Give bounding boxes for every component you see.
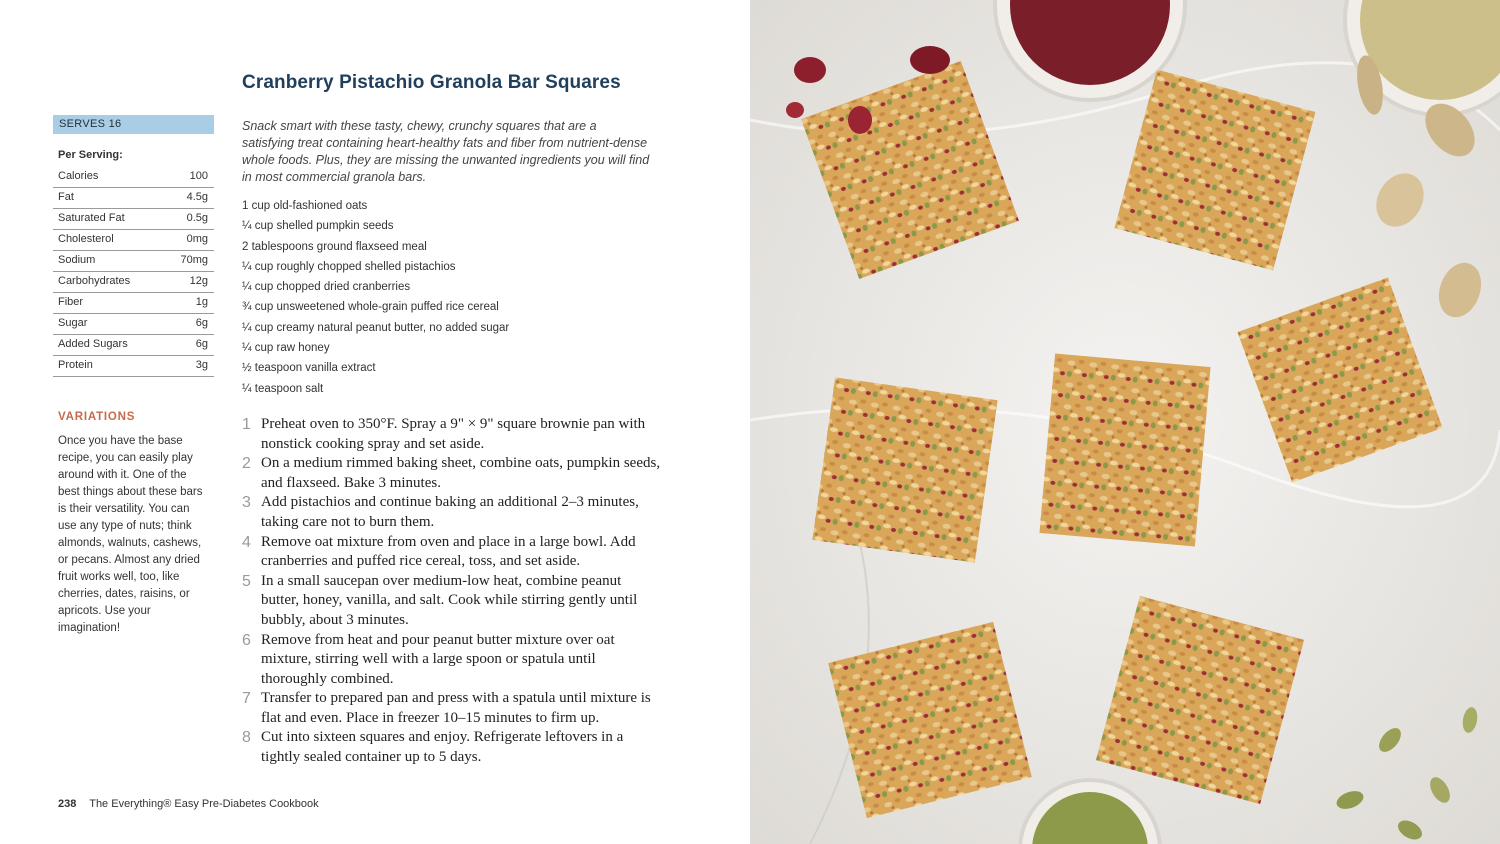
- nutrition-label: Calories: [58, 170, 99, 182]
- instruction-step: [242, 631, 662, 690]
- nutrition-label: Protein: [58, 359, 93, 371]
- instruction-step: [242, 493, 662, 532]
- step-text: Add pistachios and continue baking an additional 2–3 minutes, taking care not to burn them.: [261, 494, 639, 530]
- ingredient-item: 2 tablespoons ground flaxseed meal: [242, 240, 427, 253]
- recipe-main: [242, 72, 662, 768]
- ingredient-item: ¼ teaspoon salt: [242, 382, 324, 395]
- ingredient-item: ¼ cup creamy natural peanut butter, no added sugar: [242, 321, 510, 334]
- nutrition-row: [53, 230, 214, 251]
- nutrition-value: 6g: [195, 317, 208, 329]
- ingredient-item: ¼ cup shelled pumpkin seeds: [242, 220, 394, 233]
- ingredient-item: ¼ cup roughly chopped shelled pistachios: [242, 260, 456, 273]
- ingredient-item: ¾ cup unsweetened whole-grain puffed rice cereal: [242, 301, 499, 314]
- nutrition-label: Added Sugars: [58, 338, 128, 350]
- step-text: Remove from heat and pour peanut butter mixture over oat mixture, stirring well with a large spoon or spatula until thoroughly combined.: [261, 631, 615, 687]
- step-number: 6: [242, 631, 251, 649]
- nutrition-row: [53, 335, 214, 356]
- page-footer: [58, 798, 319, 810]
- nutrition-label: Sodium: [58, 254, 96, 266]
- nutrition-row: [53, 272, 214, 293]
- variations-heading: VARIATIONS: [58, 411, 136, 423]
- step-text: In a small saucepan over medium-low heat, combine peanut butter, honey, vanilla, and salt. Cook while stirring gently until bubbly, about 3 minutes.: [261, 572, 638, 628]
- step-number: 2: [242, 455, 251, 473]
- nutrition-row: [53, 293, 214, 314]
- nutrition-row: [53, 209, 214, 230]
- variations-text: Once you have the base recipe, you can easily play around with it. One of the best things about these bars is their versatility. You can use any type of nuts; think almonds, walnuts, cashews, or pecans. Almost any dried fruit works well, too, like cherries, dates, raisins, or apricots. Use your imagination!: [58, 435, 203, 634]
- nutrition-label: Fiber: [58, 296, 84, 308]
- instruction-step: [242, 689, 662, 728]
- nutrition-sidebar: [53, 115, 214, 637]
- nutrition-label: Saturated Fat: [58, 212, 125, 224]
- step-number: 3: [242, 494, 251, 512]
- ingredient-item: ¼ cup chopped dried cranberries: [242, 281, 411, 294]
- nutrition-label: Cholesterol: [58, 233, 114, 245]
- step-number: 7: [242, 690, 251, 708]
- nutrition-row: [53, 314, 214, 335]
- instruction-steps: [242, 415, 662, 768]
- nutrition-value: 4.5g: [186, 191, 208, 203]
- nutrition-label: Fat: [58, 191, 74, 203]
- granola-bars-photo: [750, 0, 1500, 844]
- step-text: Preheat oven to 350°F. Spray a 9" × 9" square brownie pan with nonstick cooking spray and set aside.: [261, 415, 646, 452]
- nutrition-value: 100: [189, 170, 208, 182]
- step-number: 8: [242, 729, 251, 747]
- nutrition-row: [53, 251, 214, 272]
- nutrition-value: 6g: [195, 338, 208, 350]
- instruction-step: [242, 454, 662, 493]
- instruction-step: [242, 728, 662, 767]
- recipe-title: Cranberry Pistachio Granola Bar Squares: [242, 72, 621, 93]
- nutrition-value: 12g: [189, 275, 208, 287]
- step-text: Transfer to prepared pan and press with a spatula until mixture is flat and even. Place in freezer 10–15 minutes to firm up.: [261, 690, 651, 726]
- ingredient-item: 1 cup old-fashioned oats: [242, 200, 368, 212]
- instruction-step: [242, 533, 662, 572]
- nutrition-value: 0mg: [186, 233, 208, 245]
- step-number: 1: [242, 415, 251, 433]
- nutrition-label: Carbohydrates: [58, 275, 131, 287]
- instruction-step: [242, 572, 662, 631]
- instruction-step: [242, 415, 662, 454]
- step-number: 4: [242, 533, 251, 551]
- book-title: The Everything® Easy Pre-Diabetes Cookbook: [89, 798, 319, 810]
- ingredient-list: [242, 196, 662, 399]
- nutrition-value: 3g: [195, 359, 208, 371]
- page-number: 238: [58, 798, 77, 810]
- nutrition-row: [53, 188, 214, 209]
- nutrition-value: 1g: [195, 296, 208, 308]
- nutrition-label: Sugar: [58, 317, 88, 329]
- nutrition-row: [53, 356, 214, 377]
- nutrition-value: 0.5g: [186, 212, 208, 224]
- nutrition-value: 70mg: [180, 254, 208, 266]
- serves-bar: SERVES 16: [53, 115, 214, 134]
- step-text: On a medium rimmed baking sheet, combine oats, pumpkin seeds, and flaxseed. Bake 3 minutes.: [261, 455, 661, 491]
- per-serving-label: Per Serving:: [58, 149, 123, 161]
- nutrition-table: [53, 167, 214, 377]
- nutrition-row: [53, 167, 214, 188]
- ingredient-item: ½ teaspoon vanilla extract: [242, 362, 376, 375]
- recipe-intro: Snack smart with these tasty, chewy, crunchy squares that are a satisfying treat containing heart-healthy fats and fiber from nutrient-dense whole foods. Plus, they are missing the unwanted ingredients you will find in most commercial granola bars.: [242, 119, 650, 184]
- ingredient-item: ¼ cup raw honey: [242, 342, 330, 355]
- step-text: Cut into sixteen squares and enjoy. Refrigerate leftovers in a tightly sealed container up to 5 days.: [261, 729, 624, 766]
- step-number: 5: [242, 572, 251, 590]
- step-text: Remove oat mixture from oven and place in a large bowl. Add cranberries and puffed rice cereal, toss, and set aside.: [261, 533, 636, 570]
